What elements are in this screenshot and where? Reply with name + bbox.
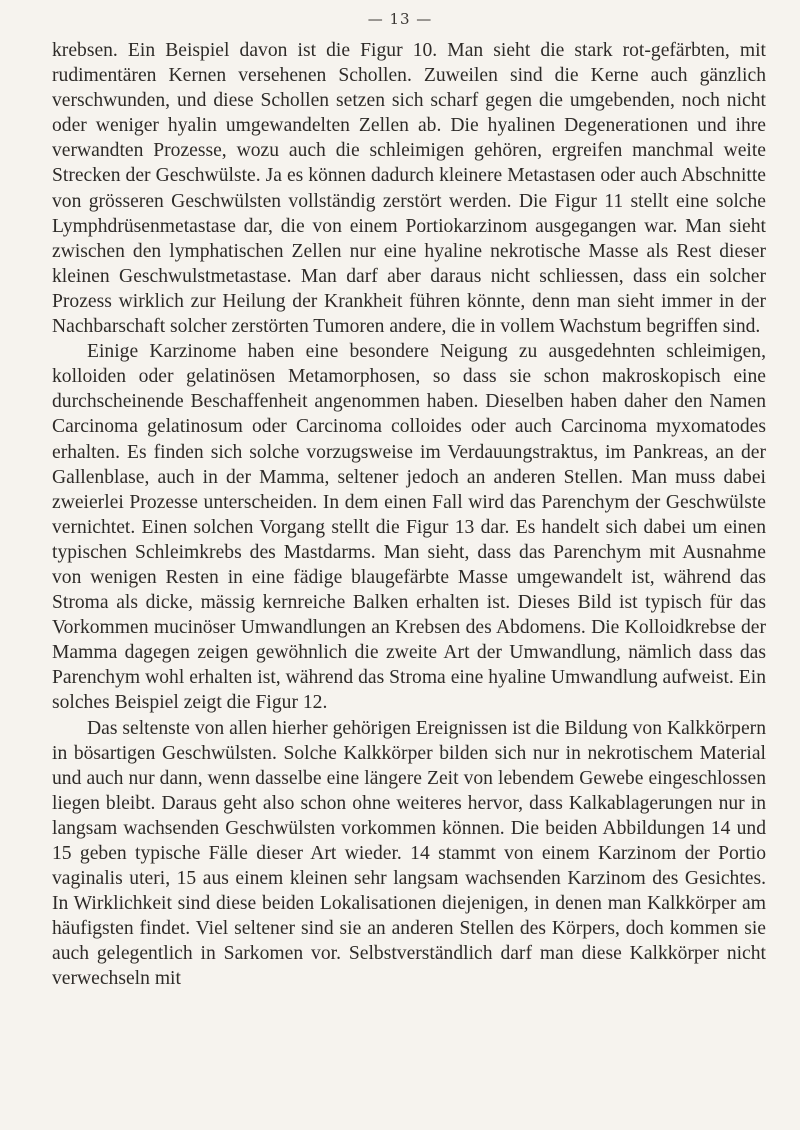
paragraph-3: Das seltenste von allen hierher gehörigen Ereignissen ist die Bildung von Kalkkörpern in bösartigen Geschwülsten. Solche Kalkkörper bilden sich nur in nekrotischem Material und auch nur dann, wenn dasselbe eine längere Zeit von lebendem Gewebe eingeschlossen liegen bleibt. Daraus geht also schon ohne weiteres hervor, dass Kalkablagerungen nur in langsam wachsenden Geschwülsten vorkommen können. Die beiden Abbildungen 14 und 15 geben typische Fälle dieser Art wieder. 14 stammt von einem Karzinom der Portio vaginalis uteri, 15 aus einem kleinen sehr langsam wachsenden Karzinom des Gesichtes. In Wirklichkeit sind diese beiden Lokalisationen diejenigen, in denen man Kalkkörper am häufigsten findet. Viel seltener sind sie an anderen Stellen des Körpers, doch kommen sie auch gelegentlich in Sarkomen vor. Selbstverständlich darf man diese Kalkkörper nicht verwechseln mit	[52, 717, 766, 990]
paragraph-2: Einige Karzinome haben eine besondere Neigung zu ausgedehnten schleimigen, kolloiden oder gelatinösen Metamorphosen, so dass sie schon makroskopisch eine durchscheinende Beschaffenheit angenommen haben. Dieselben haben daher den Namen Carcinoma gelatinosum oder Carcinoma colloides oder auch Carcinoma myxomatodes erhalten. Es finden sich solche vorzugsweise im Verdauungstraktus, im Pankreas, an der Gallenblase, auch in der Mamma, seltener jedoch an anderen Stellen. Man muss dabei zweierlei Prozesse unterscheiden. In dem einen Fall wird das Parenchym der Geschwülste vernichtet. Einen solchen Vorgang stellt die Figur 13 dar. Es handelt sich dabei um einen typischen Schleimkrebs des Mastdarms. Man sieht, dass das Parenchym mit Ausnahme von wenigen Resten in eine fädige blaugefärbte Masse umgewandelt ist, während das Stroma als dicke, mässig kernreiche Balken erhalten ist. Dieses Bild ist typisch für das Vorkommen mucinöser Umwandlungen an Krebsen des Abdomens. Die Kolloidkrebse der Mamma dagegen zeigen gewöhnlich die zweite Art der Umwandlung, nämlich dass das Parenchym wohl erhalten ist, während das Stroma eine hyaline Umwandlung aufweist. Ein solches Beispiel zeigt die Figur 12.	[52, 341, 766, 714]
body-text	[52, 38, 766, 992]
paragraph-1: krebsen. Ein Beispiel davon ist die Figur 10. Man sieht die stark rot-gefärbten, mit rudimentären Kernen versehenen Schollen. Zuweilen sind die Kerne auch gänzlich verschwunden, und diese Schollen setzen sich scharf gegen die umgebenden, noch nicht oder weniger hyalin umgewandelten Zellen ab. Die hyalinen Degenerationen und ihre verwandten Prozesse, wozu auch die schleimigen gehören, ergreifen manchmal weite Strecken der Geschwülste. Ja es können dadurch kleinere Metastasen oder auch Abschnitte von grösseren Geschwülsten vollständig zerstört werden. Die Figur 11 stellt eine solche Lymphdrüsenmetastase dar, die von einem Portiokarzinom ausgegangen war. Man sieht zwischen den lymphatischen Zellen nur eine hyaline nekrotische Masse als Rest dieser kleinen Geschwulstmetastase. Man darf aber daraus nicht schliessen, dass ein solcher Prozess wirklich zur Heilung der Krankheit führen könnte, denn man sieht immer in der Nachbarschaft solcher zerstörten Tumoren andere, die in vollem Wachstum begriffen sind.	[52, 40, 766, 338]
page-number: — 13 —	[367, 10, 433, 28]
